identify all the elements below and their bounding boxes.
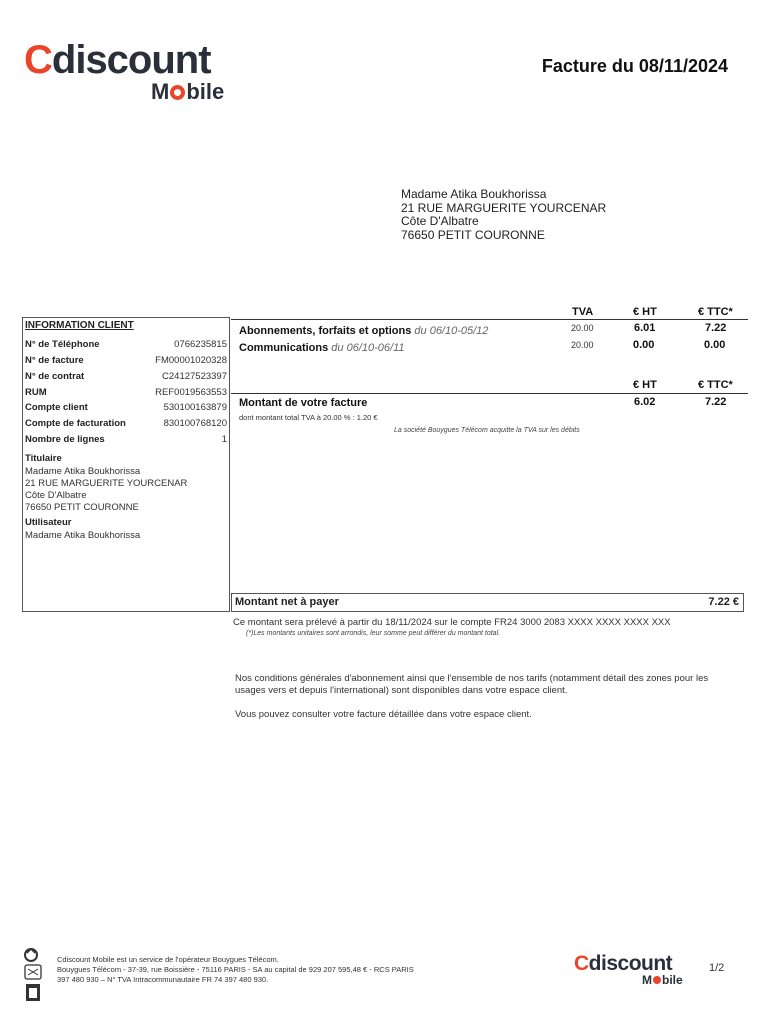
legal-line: 397 480 930 – N° TVA Intracommunautaire FR 74 397 480 930. — [57, 975, 269, 984]
client-row: N° de contrat C24127523397 — [25, 371, 227, 382]
charge-line-tva: 20.00 — [571, 340, 594, 350]
holder-line: 76650 PETIT COURONNE — [25, 502, 139, 513]
recipient-name: Madame Atika Boukhorissa — [401, 187, 547, 201]
charge-line-ht: 6.01 — [634, 322, 656, 334]
user-title: Utilisateur — [25, 517, 72, 528]
holder-line: Côte D'Albatre — [25, 490, 87, 501]
debit-note: Ce montant sera prélevé à partir du 18/11/2024 sur le compte FR24 3000 2083 XXXX XXXX XXXX XXX — [233, 617, 671, 628]
holder-line: Madame Atika Boukhorissa — [25, 466, 141, 477]
logo-wordmark: Cdiscount — [24, 38, 211, 82]
net-amount-value: 7.22 € — [708, 596, 739, 608]
total-header-ttc: € TTC* — [698, 379, 733, 391]
header-tva: TVA — [572, 306, 594, 318]
invoice-total-ttc: 7.22 — [705, 396, 727, 408]
recipient-street: 21 RUE MARGUERITE YOURCENAR — [401, 200, 607, 215]
cdiscount-mobile-logo — [24, 38, 244, 104]
total-header-ht: € HT — [633, 379, 657, 391]
triman-recycle-icon — [22, 946, 44, 1004]
invoice-total-label: Montant de votre facture — [239, 397, 368, 409]
detail-note: Vous pouvez consulter votre facture détaillée dans votre espace client. — [235, 709, 532, 720]
invoice-total-ht: 6.02 — [634, 396, 656, 408]
legal-line: Cdiscount Mobile est un service de l'opérateur Bouygues Télécom. — [57, 955, 279, 964]
client-info-box — [22, 317, 230, 612]
recycling-icons — [22, 946, 44, 1004]
client-row: Compte de facturation 830100768120 — [25, 418, 227, 429]
conditions-line-2: usages vers et depuis l'international) sont disponibles dans votre espace client. — [235, 685, 568, 696]
footer-logo: Cdiscount M bile — [574, 952, 683, 987]
charge-line-ttc: 7.22 — [705, 322, 727, 334]
header-ttc: € TTC* — [698, 306, 733, 318]
vat-debit-note: La société Bouygues Télécom acquitte la TVA sur les débits — [394, 427, 580, 434]
page-number: 1/2 — [709, 962, 725, 974]
charge-line-ht: 0.00 — [633, 339, 655, 351]
holder-title: Titulaire — [25, 453, 62, 464]
holder-line: 21 RUE MARGUERITE YOURCENAR — [25, 478, 188, 489]
legal-line: Bouygues Télécom - 37-39, rue Boissière - 75116 PARIS - SA au capital de 929 207 595,48 € - RCS PARIS — [57, 965, 414, 974]
client-row: Nombre de lignes 1 — [25, 434, 227, 445]
recipient-address — [401, 188, 606, 242]
charge-line-tva: 20.00 — [571, 323, 594, 333]
vat-note: dont montant total TVA à 20.00 % : 1.20 € — [239, 413, 378, 422]
header-ht: € HT — [633, 306, 657, 318]
invoice-title: Facture du 08/11/2024 — [541, 56, 728, 76]
client-info-title: INFORMATION CLIENT — [25, 320, 134, 331]
recipient-city: 76650 PETIT COURONNE — [401, 227, 545, 242]
net-amount-label: Montant net à payer — [235, 596, 339, 608]
client-row: Compte client 530100163879 — [25, 402, 227, 413]
legal-footer — [57, 955, 414, 985]
recipient-locality: Côte D'Albatre — [401, 214, 479, 228]
table-header-rule — [231, 319, 748, 320]
user-name: Madame Atika Boukhorissa — [25, 530, 141, 541]
totals-rule — [231, 393, 748, 394]
net-amount-box — [231, 593, 744, 612]
charge-line-ttc: 0.00 — [704, 339, 726, 351]
logo-dot-icon — [653, 976, 661, 984]
rounding-note: (*)Les montants unitaires sont arrondis, leur somme peut différer du montant total. — [246, 630, 501, 637]
conditions-line-1: Nos conditions générales d'abonnement ainsi que l'ensemble de nos tarifs (notamment détail des zones pour les — [235, 673, 709, 684]
logo-mobile-text: M bile — [151, 79, 225, 104]
client-row: N° de facture FM00001020328 — [25, 355, 227, 366]
charge-line-label: Abonnements, forfaits et options du 06/10-05/12 — [239, 325, 489, 337]
logo-dot-icon — [170, 85, 185, 100]
charge-line-label: Communications du 06/10-06/11 — [239, 342, 405, 354]
client-row: RUM REF0019563553 — [25, 387, 227, 398]
client-row: N° de Téléphone 0766235815 — [25, 339, 227, 350]
